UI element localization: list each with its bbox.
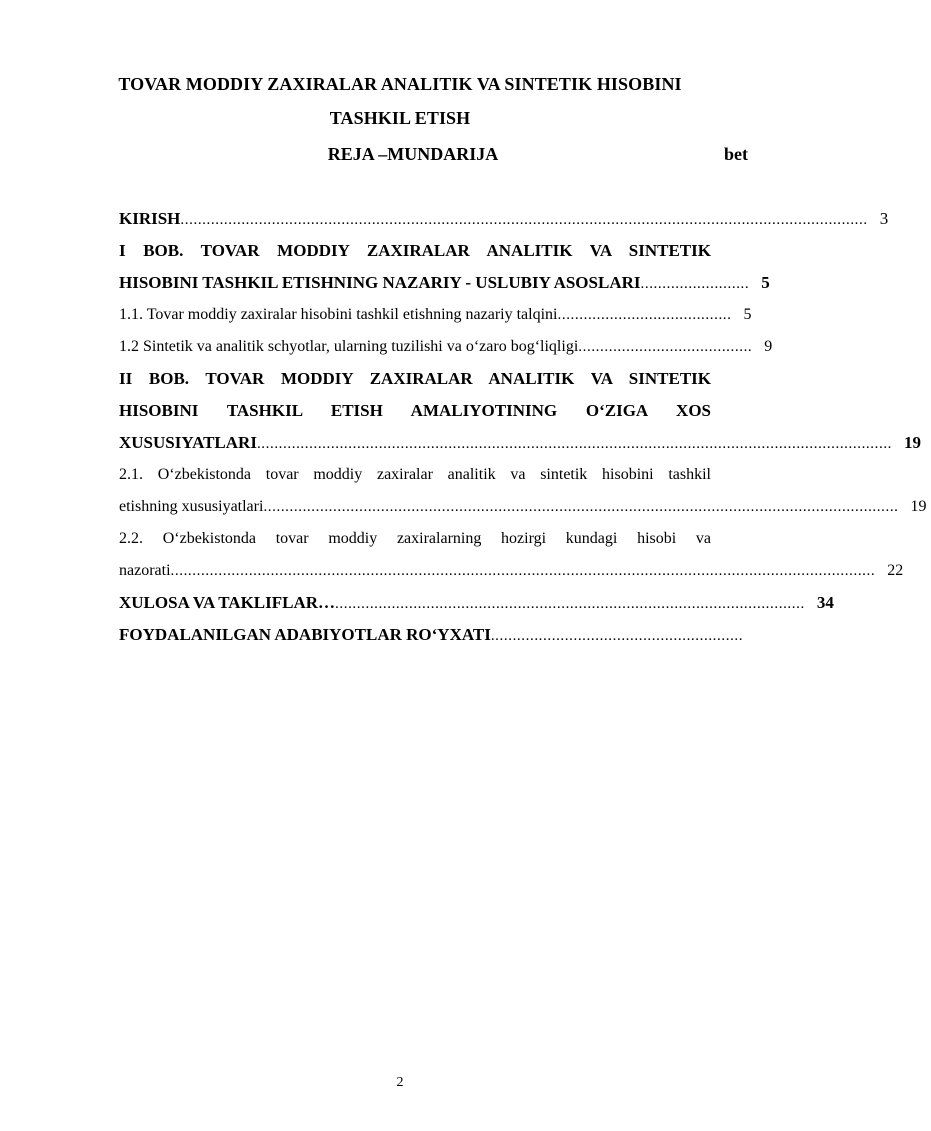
toc-entry-title: 2.1. O‘zbekistonda tovar moddiy zaxiralar analitik va sintetik hisobini tashkil	[119, 466, 711, 483]
toc-page-number: 5	[761, 273, 770, 292]
document-title-line-2: TASHKIL ETISH	[329, 108, 471, 128]
toc-entry-title: KIRISH	[119, 209, 181, 228]
toc-entry-section-2-2[interactable]	[119, 523, 904, 587]
toc-entry-title-cont: HISOBINI TASHKIL ETISHNING NAZARIY - USLUBIY ASOSLARI	[119, 273, 641, 292]
leader-dots: .........................	[640, 276, 750, 292]
toc-entry-title: I BOB. TOVAR MODDIY ZAXIRALAR ANALITIK VA SINTETIK	[119, 241, 711, 260]
leader-dots: ............................................................................................................	[335, 596, 805, 612]
table-of-contents	[119, 203, 927, 651]
contents-header	[0, 144, 800, 168]
leader-dots: ..................................................................................................................................................	[256, 436, 893, 452]
toc-entry-title: 2.2. O‘zbekistonda tovar moddiy zaxiralarning hozirgi kundagi hisobi va	[119, 530, 711, 547]
toc-entry-title: II BOB. TOVAR MODDIY ZAXIRALAR ANALITIK VA SINTETIK	[119, 369, 711, 388]
page-number: 2	[396, 1075, 404, 1090]
toc-entry-section-1-1[interactable]	[119, 299, 752, 331]
leader-dots: ........................................	[557, 307, 732, 323]
toc-page-number: 5	[743, 306, 752, 323]
toc-entry-section-2-1[interactable]	[119, 459, 927, 523]
document-title-line-1: TOVAR MODDIY ZAXIRALAR ANALITIK VA SINTETIK HISOBINI	[118, 74, 682, 94]
leader-dots: ........................................	[578, 339, 753, 355]
leader-dots: ..............................................................................................................................................................	[180, 212, 868, 228]
toc-entry-title: XULOSA VA TAKLIFLAR…	[119, 593, 336, 612]
toc-entry-section-1-2[interactable]	[119, 331, 773, 363]
page-column-label: bet	[724, 144, 748, 164]
toc-entry-chapter-2[interactable]	[119, 363, 922, 459]
toc-entry-title-cont: HISOBINI TASHKIL ETISH AMALIYOTINING O‘ZIGA XOS	[119, 401, 711, 420]
toc-entry-title: 1.2 Sintetik va analitik schyotlar, ularning tuzilishi va o‘zaro bog‘liqligi	[119, 338, 579, 355]
toc-page-number: 19	[910, 498, 927, 515]
leader-dots: ..................................................................................................................................................................	[170, 563, 876, 579]
toc-page-number: 3	[879, 209, 889, 228]
toc-entry-xulosa[interactable]	[119, 587, 834, 619]
contents-heading: REJA –MUNDARIJA	[327, 144, 499, 164]
leader-dots: ..................................................................................................................................................	[263, 499, 899, 515]
toc-page-number: 19	[904, 433, 922, 452]
toc-page-number: 22	[887, 562, 904, 579]
toc-entry-title-cont: nazorati	[119, 562, 171, 579]
toc-entry-chapter-1[interactable]	[119, 235, 770, 299]
toc-entry-title: 1.1. Tovar moddiy zaxiralar hisobini tashkil etishning nazariy talqini	[119, 306, 558, 323]
toc-entry-title-cont: etishning xususiyatlari	[119, 498, 264, 515]
toc-page-number: 9	[764, 338, 773, 355]
toc-entry-title-cont: XUSUSIYATLARI	[119, 433, 257, 452]
toc-page-number: 34	[816, 593, 834, 612]
toc-entry-title: FOYDALANILGAN ADABIYOTLAR RO‘YXATI	[119, 625, 491, 644]
toc-entry-kirish[interactable]	[119, 203, 889, 235]
leader-dots: ..........................................................	[490, 628, 744, 644]
toc-entry-adabiyotlar[interactable]	[119, 619, 745, 651]
